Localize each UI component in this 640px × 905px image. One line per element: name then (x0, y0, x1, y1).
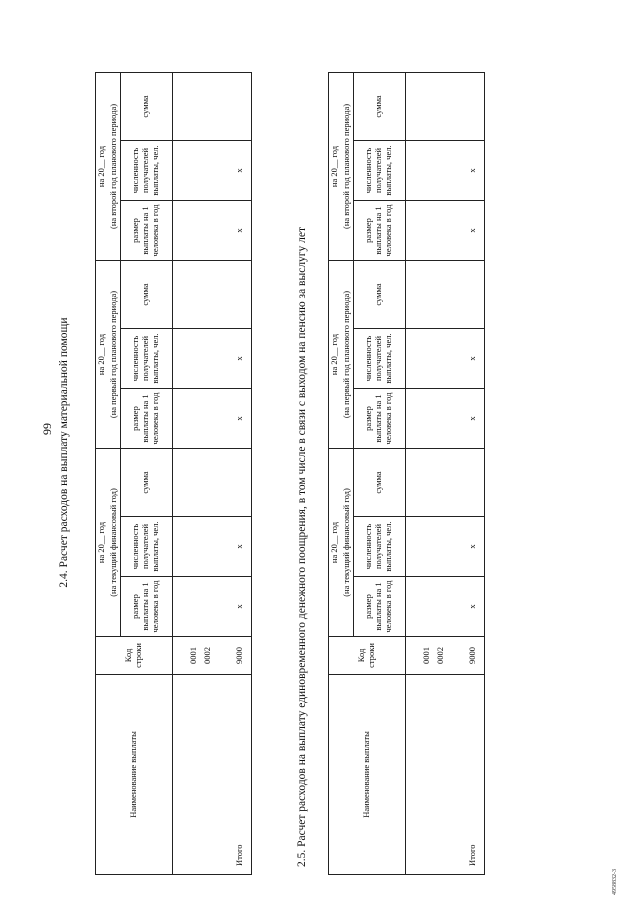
period-header-first: на 20__ год (96, 260, 108, 448)
not-applicable-mark: x (229, 517, 252, 577)
section-title-2-4: 2.4. Расчет расходов на выплату материальной помощи (58, 317, 70, 588)
total-code: 9000 (229, 637, 252, 675)
row-code: 0002 (434, 637, 448, 675)
period-header-current: на 20__ год (329, 448, 341, 636)
table-row (434, 72, 448, 874)
col-header-recipients: численность получателей выплаты, чел. (353, 140, 405, 200)
row-name (420, 675, 434, 875)
period-subheader-first: (на первый год планового периода) (341, 260, 353, 448)
col-header-name: Наименование выплаты (96, 675, 173, 875)
bonus-payment-table (328, 72, 485, 875)
col-header-recipients: численность получателей выплаты, чел. (353, 517, 405, 577)
col-header-recipients: численность получателей выплаты, чел. (120, 517, 172, 577)
section-title-2-5: 2.5. Расчет расходов на выплату единовременного денежного поощрения, в том числе в связи с выходом на пенсию за выслугу лет (296, 226, 308, 867)
col-header-sum: сумма (353, 72, 405, 140)
not-applicable-mark: x (462, 388, 485, 448)
col-header-payment-size: размер выплаты на 1 человека в год (120, 388, 172, 448)
period-subheader-first: (на первый год планового периода) (108, 260, 120, 448)
col-header-code: Код строки (96, 637, 173, 675)
total-row (462, 72, 485, 874)
not-applicable-mark: x (462, 517, 485, 577)
total-row (229, 72, 252, 874)
not-applicable-mark: x (462, 140, 485, 200)
total-label: Итого (229, 675, 252, 875)
total-label: Итого (462, 675, 485, 875)
col-header-payment-size: размер выплаты на 1 человека в год (353, 388, 405, 448)
not-applicable-mark: x (229, 140, 252, 200)
table-row (201, 72, 215, 874)
period-subheader-current: (на текущий финансовый год) (341, 448, 353, 636)
table-row (420, 72, 434, 874)
col-header-recipients: численность получателей выплаты, чел. (120, 140, 172, 200)
period-header-first: на 20__ год (329, 260, 341, 448)
not-applicable-mark: x (462, 328, 485, 388)
col-header-sum: сумма (120, 260, 172, 328)
row-name (187, 675, 201, 875)
col-header-payment-size: размер выплаты на 1 человека в год (120, 577, 172, 637)
not-applicable-mark: x (462, 200, 485, 260)
col-header-code: Код строки (329, 637, 406, 675)
material-aid-table (95, 72, 252, 875)
period-subheader-current: (на текущий финансовый год) (108, 448, 120, 636)
col-header-sum: сумма (120, 72, 172, 140)
document-code: 4958832-3 (612, 869, 618, 895)
col-header-sum: сумма (353, 260, 405, 328)
period-subheader-second: (на второй год планового периода) (341, 72, 353, 260)
row-code: 0001 (420, 637, 434, 675)
period-header-second: на 20__ год (96, 72, 108, 260)
col-header-recipients: численность получателей выплаты, чел. (353, 328, 405, 388)
period-subheader-second: (на второй год планового периода) (108, 72, 120, 260)
row-code: 0002 (201, 637, 215, 675)
table-row (187, 72, 201, 874)
row-code: 0001 (187, 637, 201, 675)
col-header-payment-size: размер выплаты на 1 человека в год (120, 200, 172, 260)
not-applicable-mark: x (229, 200, 252, 260)
col-header-payment-size: размер выплаты на 1 человека в год (353, 200, 405, 260)
not-applicable-mark: x (229, 328, 252, 388)
col-header-recipients: численность получателей выплаты, чел. (120, 328, 172, 388)
not-applicable-mark: x (229, 577, 252, 637)
col-header-sum: сумма (120, 448, 172, 516)
col-header-name: Наименование выплаты (329, 675, 406, 875)
period-header-second: на 20__ год (329, 72, 341, 260)
total-code: 9000 (462, 637, 485, 675)
period-header-current: на 20__ год (96, 448, 108, 636)
col-header-payment-size: размер выплаты на 1 человека в год (353, 577, 405, 637)
col-header-sum: сумма (353, 448, 405, 516)
not-applicable-mark: x (462, 577, 485, 637)
row-name (201, 675, 215, 875)
not-applicable-mark: x (229, 388, 252, 448)
row-name (434, 675, 448, 875)
page-number: 99 (40, 423, 54, 435)
